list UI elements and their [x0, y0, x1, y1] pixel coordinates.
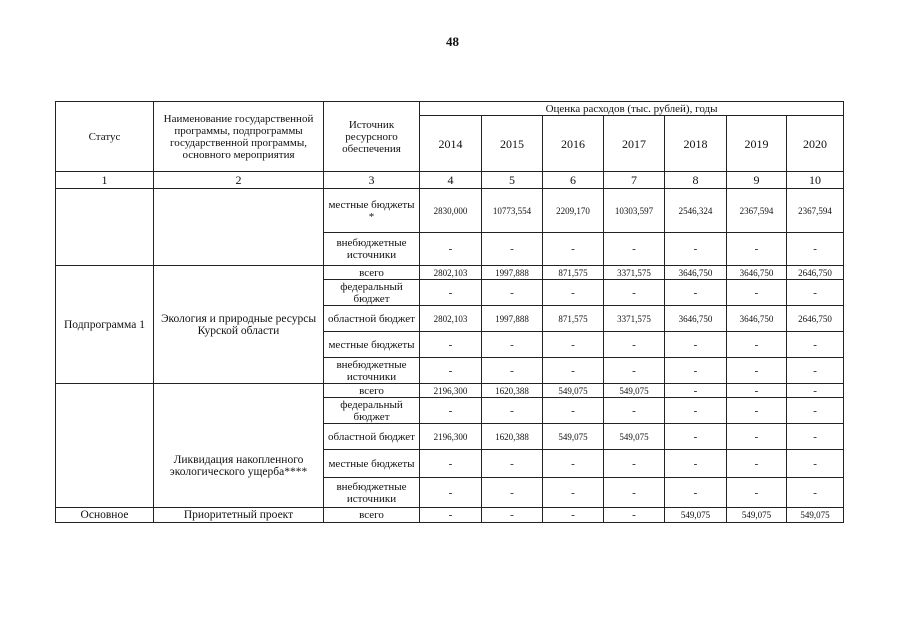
- value-cell: -: [665, 384, 727, 398]
- source-cell: областной бюджет: [324, 424, 420, 450]
- value-cell: -: [787, 233, 844, 266]
- value-cell: -: [604, 450, 665, 478]
- source-cell: местные бюджеты: [324, 332, 420, 358]
- source-cell: внебюджетные источники: [324, 358, 420, 384]
- value-cell: 871,575: [543, 266, 604, 280]
- value-cell: 10303,597: [604, 189, 665, 233]
- value-cell: 549,075: [543, 424, 604, 450]
- value-cell: -: [787, 358, 844, 384]
- value-cell: -: [727, 478, 787, 508]
- value-cell: -: [665, 233, 727, 266]
- row-name: Ликвидация накопленного экологического ущерба****: [154, 384, 324, 508]
- expense-table: [55, 101, 844, 523]
- row-name: Приоритетный проект: [154, 508, 324, 523]
- source-cell: областной бюджет: [324, 306, 420, 332]
- value-cell: -: [787, 450, 844, 478]
- value-cell: -: [543, 398, 604, 424]
- header-year: 2017: [604, 116, 665, 172]
- value-cell: -: [665, 332, 727, 358]
- header-year: 2016: [543, 116, 604, 172]
- value-cell: -: [665, 358, 727, 384]
- value-cell: -: [787, 478, 844, 508]
- value-cell: -: [604, 358, 665, 384]
- value-cell: -: [482, 478, 543, 508]
- value-cell: -: [604, 332, 665, 358]
- table-row: [56, 384, 844, 398]
- value-cell: 2830,000: [420, 189, 482, 233]
- value-cell: -: [727, 450, 787, 478]
- value-cell: -: [787, 398, 844, 424]
- value-cell: 2367,594: [727, 189, 787, 233]
- value-cell: 10773,554: [482, 189, 543, 233]
- row-name: Экология и природные ресурсы Курской области: [154, 266, 324, 384]
- value-cell: 549,075: [543, 384, 604, 398]
- value-cell: -: [420, 332, 482, 358]
- value-cell: -: [604, 478, 665, 508]
- value-cell: 2209,170: [543, 189, 604, 233]
- value-cell: -: [604, 233, 665, 266]
- value-cell: -: [665, 424, 727, 450]
- value-cell: -: [482, 280, 543, 306]
- header-source: Источник ресурсного обеспечения: [324, 102, 420, 172]
- value-cell: -: [543, 332, 604, 358]
- value-cell: -: [420, 398, 482, 424]
- value-cell: -: [543, 508, 604, 523]
- column-number: 5: [482, 172, 543, 189]
- header-year: 2014: [420, 116, 482, 172]
- source-cell: внебюджетные источники: [324, 478, 420, 508]
- page-number: 48: [446, 34, 459, 49]
- value-cell: 871,575: [543, 306, 604, 332]
- header-year: 2015: [482, 116, 543, 172]
- row-status: Подпрограмма 1: [56, 266, 154, 384]
- value-cell: -: [482, 398, 543, 424]
- table-row: [56, 508, 844, 523]
- value-cell: 3646,750: [727, 266, 787, 280]
- value-cell: -: [420, 233, 482, 266]
- value-cell: -: [420, 450, 482, 478]
- column-number: 9: [727, 172, 787, 189]
- value-cell: -: [420, 508, 482, 523]
- value-cell: 1620,388: [482, 384, 543, 398]
- value-cell: -: [665, 450, 727, 478]
- value-cell: 549,075: [604, 424, 665, 450]
- value-cell: -: [727, 233, 787, 266]
- value-cell: -: [420, 478, 482, 508]
- value-cell: -: [420, 358, 482, 384]
- row-name: [154, 189, 324, 266]
- column-number: 10: [787, 172, 844, 189]
- source-cell: местные бюджеты *: [324, 189, 420, 233]
- value-cell: 3371,575: [604, 306, 665, 332]
- value-cell: -: [727, 358, 787, 384]
- value-cell: -: [727, 424, 787, 450]
- source-cell: всего: [324, 266, 420, 280]
- value-cell: -: [482, 450, 543, 478]
- value-cell: -: [543, 233, 604, 266]
- value-cell: -: [787, 384, 844, 398]
- header-year: 2020: [787, 116, 844, 172]
- header-status: Статус: [56, 102, 154, 172]
- header-estimate: Оценка расходов (тыс. рублей), годы: [420, 102, 844, 116]
- column-number: 6: [543, 172, 604, 189]
- value-cell: 2802,103: [420, 306, 482, 332]
- value-cell: -: [543, 450, 604, 478]
- value-cell: -: [543, 478, 604, 508]
- value-cell: -: [482, 508, 543, 523]
- value-cell: -: [665, 478, 727, 508]
- value-cell: -: [665, 280, 727, 306]
- column-number: 1: [56, 172, 154, 189]
- value-cell: -: [482, 233, 543, 266]
- value-cell: 2646,750: [787, 306, 844, 332]
- column-number: 2: [154, 172, 324, 189]
- value-cell: -: [420, 280, 482, 306]
- value-cell: -: [482, 358, 543, 384]
- column-number: 3: [324, 172, 420, 189]
- value-cell: -: [727, 280, 787, 306]
- value-cell: 3646,750: [665, 266, 727, 280]
- source-cell: федеральный бюджет: [324, 280, 420, 306]
- row-status: [56, 384, 154, 508]
- value-cell: -: [604, 508, 665, 523]
- value-cell: 1997,888: [482, 266, 543, 280]
- value-cell: 3646,750: [727, 306, 787, 332]
- value-cell: 3371,575: [604, 266, 665, 280]
- value-cell: 2196,300: [420, 424, 482, 450]
- header-name: Наименование государственной программы, подпрограммы государственной программы, основного мероприятия: [154, 102, 324, 172]
- value-cell: 2196,300: [420, 384, 482, 398]
- value-cell: 549,075: [604, 384, 665, 398]
- value-cell: 549,075: [787, 508, 844, 523]
- value-cell: 2646,750: [787, 266, 844, 280]
- value-cell: -: [482, 332, 543, 358]
- value-cell: 549,075: [665, 508, 727, 523]
- column-number: 7: [604, 172, 665, 189]
- value-cell: -: [543, 358, 604, 384]
- value-cell: -: [604, 280, 665, 306]
- value-cell: -: [543, 280, 604, 306]
- source-cell: федеральный бюджет: [324, 398, 420, 424]
- value-cell: -: [727, 384, 787, 398]
- value-cell: 1620,388: [482, 424, 543, 450]
- value-cell: -: [787, 424, 844, 450]
- header-year: 2018: [665, 116, 727, 172]
- value-cell: 2367,594: [787, 189, 844, 233]
- source-cell: местные бюджеты: [324, 450, 420, 478]
- table-row: [56, 266, 844, 280]
- source-cell: всего: [324, 384, 420, 398]
- value-cell: -: [727, 332, 787, 358]
- value-cell: -: [727, 398, 787, 424]
- value-cell: 1997,888: [482, 306, 543, 332]
- value-cell: 549,075: [727, 508, 787, 523]
- value-cell: 3646,750: [665, 306, 727, 332]
- value-cell: -: [787, 280, 844, 306]
- source-cell: внебюджетные источники: [324, 233, 420, 266]
- column-number: 8: [665, 172, 727, 189]
- value-cell: -: [665, 398, 727, 424]
- table-row: [56, 189, 844, 233]
- value-cell: -: [787, 332, 844, 358]
- value-cell: 2546,324: [665, 189, 727, 233]
- row-status: Основное: [56, 508, 154, 523]
- value-cell: 2802,103: [420, 266, 482, 280]
- value-cell: -: [604, 398, 665, 424]
- column-number: 4: [420, 172, 482, 189]
- header-year: 2019: [727, 116, 787, 172]
- source-cell: всего: [324, 508, 420, 523]
- row-status: [56, 189, 154, 266]
